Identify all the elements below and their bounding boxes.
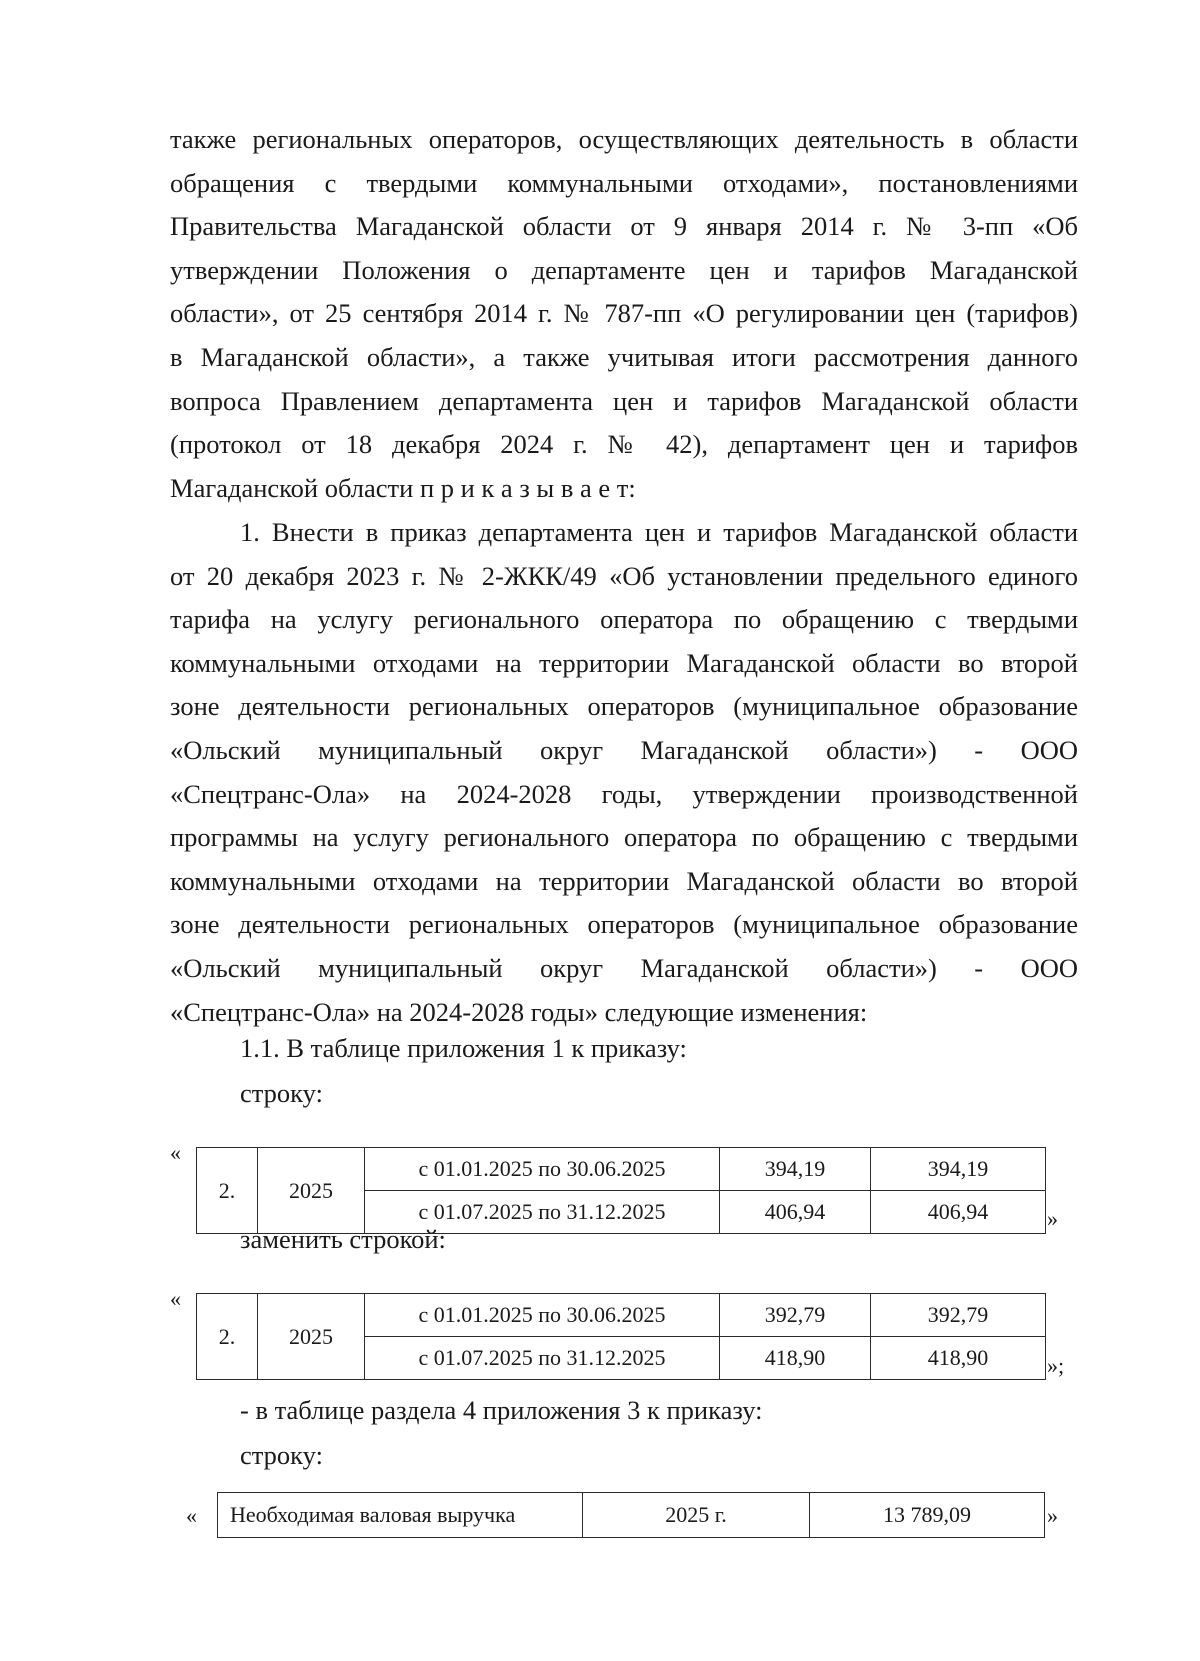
text-line: также региональных операторов, осуществляющих деятельность в области [170,124,1078,154]
table-row [197,1148,1046,1191]
cell-value: 392,79 [720,1294,871,1337]
open-quote: « [170,1286,181,1311]
cell-year: 2025 г. [583,1493,810,1538]
cell-year: 2025 [258,1294,365,1380]
label-row: строку: [240,1078,323,1108]
cell-period: с 01.01.2025 по 30.06.2025 [365,1294,720,1337]
table-row [197,1294,1046,1337]
cell-value: 418,90 [871,1337,1046,1380]
open-quote: « [170,1140,181,1165]
table-old-row [196,1147,1046,1234]
text-line: «Ольский муниципальный округ Магаданской области») - ООО [170,952,1078,983]
cell-value: 392,79 [871,1294,1046,1337]
text-line: зоне деятельности региональных операторов (муниципальное образование [170,909,1078,940]
text-line: 1. Внести в приказ департамента цен и тарифов Магаданской области [240,517,1078,547]
text-line: коммунальными отходами на территории Магаданской области во второй [170,647,1078,678]
label-section-4: - в таблице раздела 4 приложения 3 к приказу: [240,1395,763,1425]
text-line: Магаданской области п р и к а з ы в а е т: [170,472,636,503]
text-line: тарифа на услугу регионального оператора по обращению с твердыми [170,604,1078,635]
text-line: «Спецтранс-Ола» на 2024-2028 годы» следующие изменения: [170,996,868,1027]
text-line: коммунальными отходами на территории Магаданской области во второй [170,865,1078,896]
cell-period: с 01.07.2025 по 31.12.2025 [365,1191,720,1234]
cell-year: 2025 [258,1148,365,1234]
text-line: зоне деятельности региональных операторов (муниципальное образование [170,691,1078,722]
text-line: программы на услугу регионального оператора по обращению с твердыми [170,822,1078,853]
cell-label: Необходимая валовая выручка [218,1493,583,1538]
cell-value: 394,19 [871,1148,1046,1191]
table-new-row [196,1293,1046,1380]
cell-value: 406,94 [720,1191,871,1234]
text-line: Правительства Магаданской области от 9 января 2014 г. № 3-пп «Об [170,211,1078,242]
cell-number: 2. [197,1148,258,1234]
close-quote-semicolon: »; [1047,1353,1065,1378]
table-section4-row [217,1492,1045,1538]
table-row [218,1493,1045,1538]
subitem-1-1: 1.1. В таблице приложения 1 к приказу: [240,1033,687,1063]
paragraph-item-1 [170,511,1078,1034]
cell-value: 406,94 [871,1191,1046,1234]
cell-value: 394,19 [720,1148,871,1191]
cell-value: 418,90 [720,1337,871,1380]
text-line: вопроса Правлением департамента цен и тарифов Магаданской области [170,385,1078,416]
paragraph-preamble [170,118,1078,510]
cell-period: с 01.01.2025 по 30.06.2025 [365,1148,720,1191]
text-line: обращения с твердыми коммунальными отходами», постановлениями [170,167,1078,198]
cell-value: 13 789,09 [810,1493,1045,1538]
cell-period: с 01.07.2025 по 31.12.2025 [365,1337,720,1380]
text-line: в Магаданской области», а также учитывая итоги рассмотрения данного [170,341,1078,372]
open-quote: « [186,1503,197,1528]
text-line: «Спецтранс-Ола» на 2024-2028 годы, утверждении производственной [170,778,1078,809]
close-quote: » [1047,1503,1058,1528]
text-line: от 20 декабря 2023 г. № 2-ЖКК/49 «Об установлении предельного единого [170,560,1078,591]
label-row: строку: [240,1440,323,1470]
text-line: утверждении Положения о департаменте цен и тарифов Магаданской [170,254,1078,285]
cell-number: 2. [197,1294,258,1380]
close-quote: » [1047,1206,1058,1231]
text-line: «Ольский муниципальный округ Магаданской области») - ООО [170,734,1078,765]
label-replace: заменить строкой: [240,1224,446,1254]
text-line: области», от 25 сентября 2014 г. № 787-пп «О регулировании цен (тарифов) [170,298,1078,329]
text-line: (протокол от 18 декабря 2024 г. № 42), департамент цен и тарифов [170,429,1078,460]
